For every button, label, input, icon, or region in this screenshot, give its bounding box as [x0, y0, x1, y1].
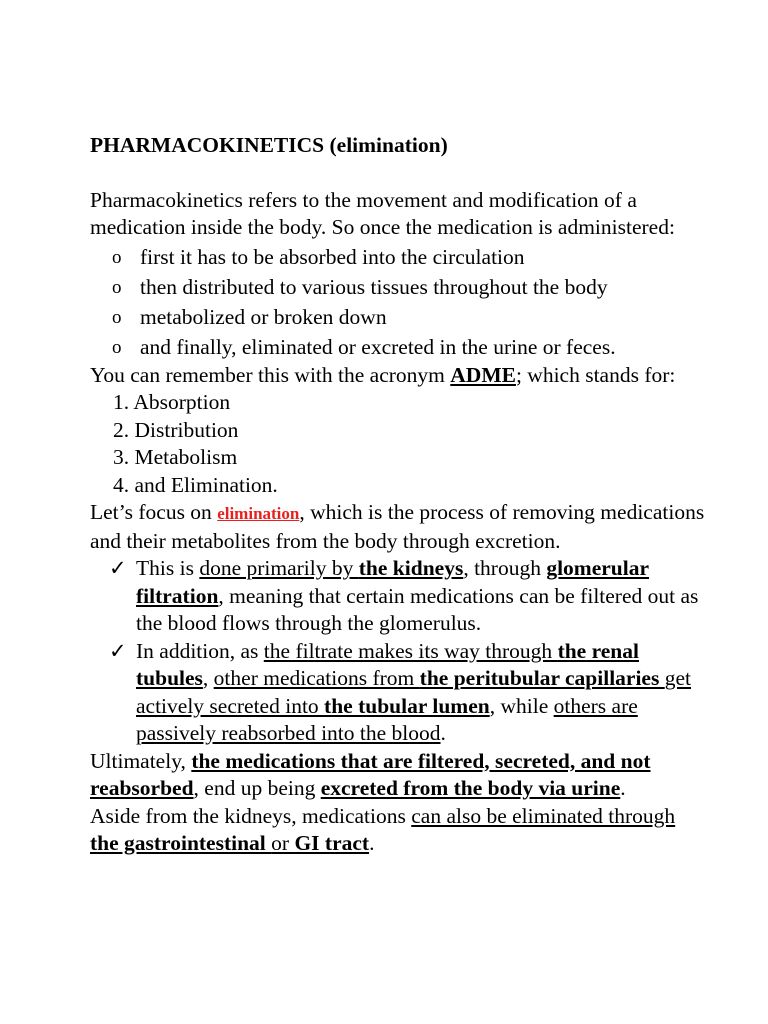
adme-paragraph: You can remember this with the acronym ADME; which stands for:	[90, 362, 676, 387]
checkmark-icon: ✓	[109, 638, 127, 663]
adme-acronym: ADME	[450, 362, 516, 387]
document-title: PHARMACOKINETICS (elimination)	[90, 133, 448, 157]
elimination-term: elimination	[217, 504, 300, 523]
check-item-tubules: ✓ In addition, as the filtrate makes its way through the renal tubules, other medications from the peritubular capillaries get actively secreted into the tubular lumen, while others are passively reabsorbed into the blood.	[109, 638, 691, 745]
bullet-item: o first it has to be absorbed into the circulation	[90, 244, 708, 272]
check-item-kidneys: ✓ This is done primarily by the kidneys, through glomerular filtration, meaning that certain medications can be filtered out as the blood flows through the glomerulus.	[109, 556, 699, 635]
numbered-item: 4. and Elimination.	[113, 472, 278, 497]
bullet-icon: o	[112, 247, 122, 268]
bullet-item: o and finally, eliminated or excreted in the urine or feces.	[90, 334, 708, 362]
checkmark-icon: ✓	[109, 556, 127, 580]
adme-bullet-list	[90, 244, 708, 362]
ultimately-paragraph: Ultimately, the medications that are filtered, secreted, and not reabsorbed, end up being excreted from the body via urine.	[90, 748, 651, 800]
bullet-item: o metabolized or broken down	[90, 304, 708, 332]
focus-paragraph: Let’s focus on elimination, which is the process of removing medications and their metabolites from the body through excretion.	[90, 500, 705, 553]
numbered-item: 2. Distribution	[113, 417, 239, 442]
check-list	[90, 555, 708, 748]
bullet-icon: o	[112, 307, 122, 328]
intro-paragraph: Pharmacokinetics refers to the movement and modification of a medication inside the body. So once the medication is administered:	[90, 187, 675, 239]
adme-numbered-list	[90, 389, 708, 499]
numbered-item: 3. Metabolism	[113, 445, 238, 469]
bullet-item: o then distributed to various tissues throughout the body	[90, 274, 708, 302]
numbered-item: 1. Absorption	[113, 390, 231, 414]
bullet-icon: o	[112, 337, 122, 358]
aside-paragraph: Aside from the kidneys, medications can also be eliminated through the gastrointestinal or GI tract.	[90, 803, 676, 855]
bullet-icon: o	[112, 277, 122, 298]
